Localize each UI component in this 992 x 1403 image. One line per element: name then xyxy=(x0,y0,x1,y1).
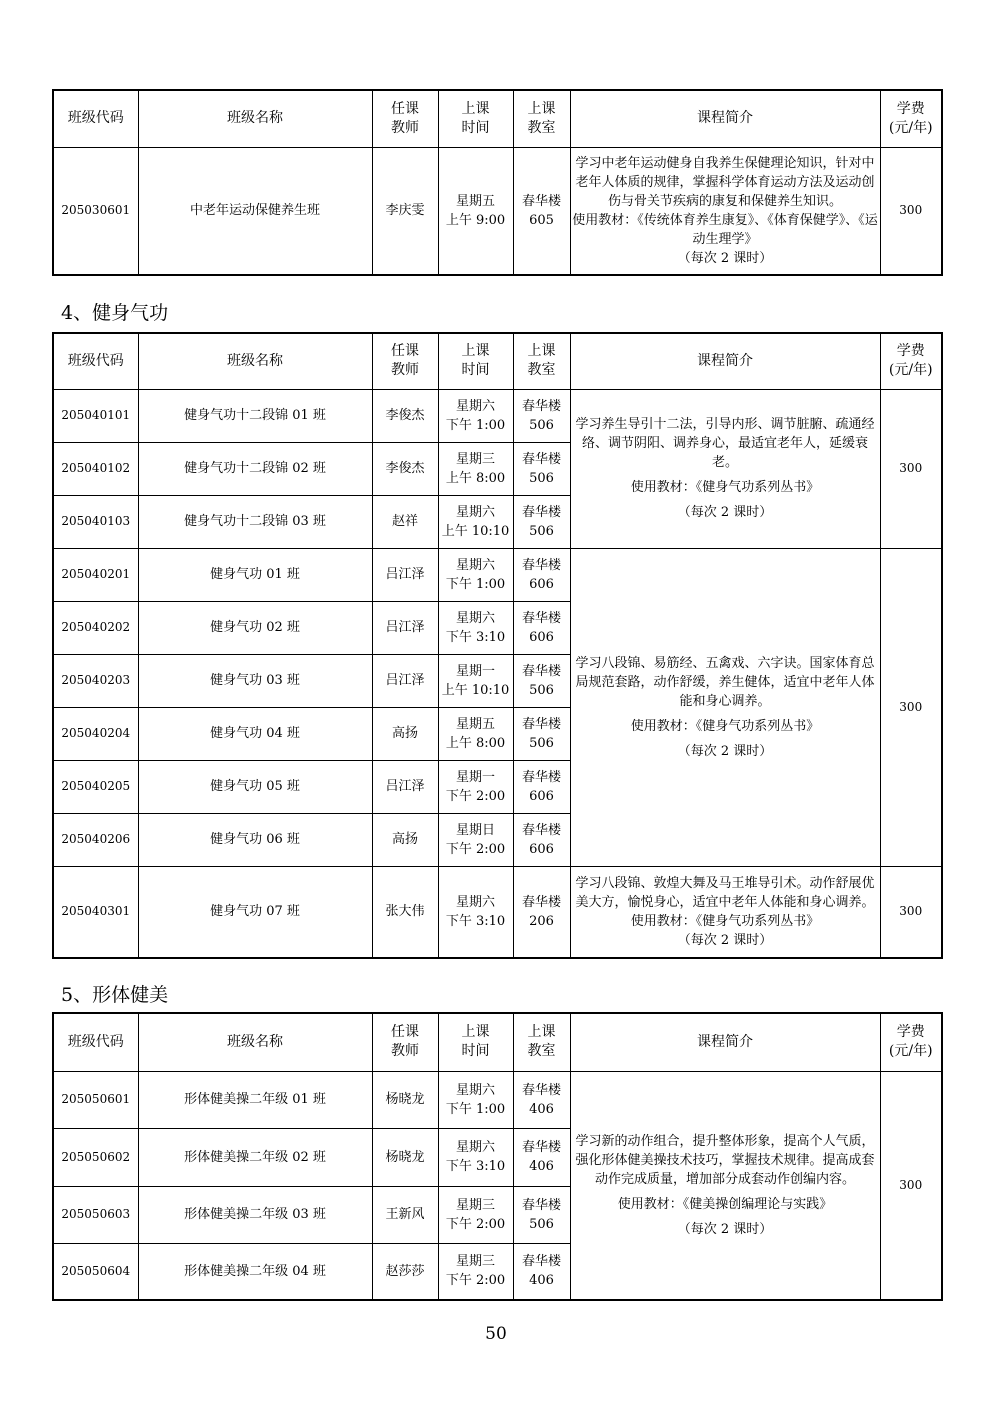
class-code: 205050603 xyxy=(53,1186,138,1243)
classroom: 春华楼 606 xyxy=(513,601,570,654)
header-room: 上课 教室 xyxy=(513,1013,570,1071)
class-name: 健身气功 05 班 xyxy=(138,760,372,813)
teacher: 杨晓龙 xyxy=(372,1128,438,1186)
class-time: 星期三 下午 2:00 xyxy=(438,1243,513,1300)
header-name: 班级名称 xyxy=(138,90,372,147)
table-row xyxy=(53,548,942,601)
class-time: 星期五 上午 9:00 xyxy=(438,147,513,275)
teacher: 吕江泽 xyxy=(372,548,438,601)
classroom: 春华楼 606 xyxy=(513,813,570,866)
classroom: 春华楼 506 xyxy=(513,707,570,760)
header-teacher: 任课 教师 xyxy=(372,90,438,147)
class-time: 星期一 下午 2:00 xyxy=(438,760,513,813)
class-name: 形体健美操二年级 04 班 xyxy=(138,1243,372,1300)
course-intro: 学习养生导引十二法，引导内形、调节脏腑、疏通经络、调节阴阳、调养身心，最适宜老年人，延缓衰老。 使用教材：《健身气功系列丛书》 （每次 2 课时） xyxy=(570,389,880,548)
classroom: 春华楼 506 xyxy=(513,442,570,495)
class-name: 健身气功 07 班 xyxy=(138,866,372,958)
course-intro: 学习八段锦、易筋经、五禽戏、六字诀。国家体育总局规范套路，动作舒缓，养生健体，适宜中老年人体能和身心调养。 使用教材：《健身气功系列丛书》 （每次 2 课时） xyxy=(570,548,880,866)
class-code: 205040102 xyxy=(53,442,138,495)
page-number: 50 xyxy=(485,1324,507,1344)
course-table-1 xyxy=(52,89,943,276)
class-name: 形体健美操二年级 02 班 xyxy=(138,1128,372,1186)
class-name: 形体健美操二年级 01 班 xyxy=(138,1071,372,1128)
teacher: 张大伟 xyxy=(372,866,438,958)
classroom: 春华楼 406 xyxy=(513,1071,570,1128)
classroom: 春华楼 506 xyxy=(513,495,570,548)
class-name: 健身气功 06 班 xyxy=(138,813,372,866)
header-fee: 学费 (元/年) xyxy=(880,333,942,389)
class-code: 205050602 xyxy=(53,1128,138,1186)
teacher: 吕江泽 xyxy=(372,760,438,813)
header-row xyxy=(53,1013,942,1071)
header-row xyxy=(53,333,942,389)
teacher: 李俊杰 xyxy=(372,389,438,442)
class-code: 205040204 xyxy=(53,707,138,760)
class-name: 健身气功十二段锦 03 班 xyxy=(138,495,372,548)
classroom: 春华楼 406 xyxy=(513,1128,570,1186)
header-row xyxy=(53,90,942,147)
header-intro: 课程简介 xyxy=(570,90,880,147)
class-code: 205040301 xyxy=(53,866,138,958)
tuition-fee: 300 xyxy=(880,866,942,958)
course-intro: 学习中老年运动健身自我养生保健理论知识，针对中老年人体质的规律，掌握科学体育运动方法及运动创伤与骨关节疾病的康复和保健养生知识。 使用教材：《传统体育养生康复》、《体育保健学》、《运动生理学》 （每次 2 课时） xyxy=(570,147,880,275)
tuition-fee: 300 xyxy=(880,147,942,275)
classroom: 春华楼 406 xyxy=(513,1243,570,1300)
class-time: 星期六 下午 3:10 xyxy=(438,866,513,958)
class-name: 健身气功十二段锦 02 班 xyxy=(138,442,372,495)
classroom: 春华楼 506 xyxy=(513,1186,570,1243)
course-intro: 学习八段锦、敦煌大舞及马王堆导引术。动作舒展优美大方，愉悦身心，适宜中老年人体能和身心调养。 使用教材：《健身气功系列丛书》 （每次 2 课时） xyxy=(570,866,880,958)
table-row xyxy=(53,147,942,275)
tuition-fee: 300 xyxy=(880,1071,942,1300)
classroom: 春华楼 606 xyxy=(513,548,570,601)
tuition-fee: 300 xyxy=(880,548,942,866)
header-room: 上课 教室 xyxy=(513,90,570,147)
header-code: 班级代码 xyxy=(53,90,138,147)
class-name: 形体健美操二年级 03 班 xyxy=(138,1186,372,1243)
class-time: 星期三 上午 8:00 xyxy=(438,442,513,495)
class-name: 中老年运动保健养生班 xyxy=(138,147,372,275)
class-name: 健身气功十二段锦 01 班 xyxy=(138,389,372,442)
teacher: 赵莎莎 xyxy=(372,1243,438,1300)
header-intro: 课程简介 xyxy=(570,1013,880,1071)
class-time: 星期六 上午 10:10 xyxy=(438,495,513,548)
teacher: 赵祥 xyxy=(372,495,438,548)
class-time: 星期一 上午 10:10 xyxy=(438,654,513,707)
header-fee: 学费 (元/年) xyxy=(880,1013,942,1071)
classroom: 春华楼 206 xyxy=(513,866,570,958)
teacher: 王新风 xyxy=(372,1186,438,1243)
section-title-body-shaping: 5、形体健美 xyxy=(61,984,169,1006)
class-code: 205040101 xyxy=(53,389,138,442)
class-code: 205040203 xyxy=(53,654,138,707)
class-time: 星期日 下午 2:00 xyxy=(438,813,513,866)
section-title-qigong: 4、健身气功 xyxy=(61,302,169,324)
class-name: 健身气功 03 班 xyxy=(138,654,372,707)
classroom: 春华楼 506 xyxy=(513,389,570,442)
course-table-2 xyxy=(52,332,943,959)
class-code: 205040202 xyxy=(53,601,138,654)
classroom: 春华楼 605 xyxy=(513,147,570,275)
teacher: 高扬 xyxy=(372,813,438,866)
classroom: 春华楼 606 xyxy=(513,760,570,813)
class-time: 星期三 下午 2:00 xyxy=(438,1186,513,1243)
class-time: 星期六 下午 3:10 xyxy=(438,601,513,654)
class-code: 205030601 xyxy=(53,147,138,275)
header-intro: 课程简介 xyxy=(570,333,880,389)
table-row xyxy=(53,866,942,958)
class-time: 星期六 下午 1:00 xyxy=(438,1071,513,1128)
class-code: 205040206 xyxy=(53,813,138,866)
table-row xyxy=(53,389,942,442)
header-fee: 学费 (元/年) xyxy=(880,90,942,147)
classroom: 春华楼 506 xyxy=(513,654,570,707)
header-room: 上课 教室 xyxy=(513,333,570,389)
class-code: 205050604 xyxy=(53,1243,138,1300)
header-name: 班级名称 xyxy=(138,1013,372,1071)
class-name: 健身气功 01 班 xyxy=(138,548,372,601)
header-teacher: 任课 教师 xyxy=(372,1013,438,1071)
table-row xyxy=(53,1071,942,1128)
header-time: 上课 时间 xyxy=(438,333,513,389)
teacher: 高扬 xyxy=(372,707,438,760)
header-time: 上课 时间 xyxy=(438,90,513,147)
header-teacher: 任课 教师 xyxy=(372,333,438,389)
class-code: 205040205 xyxy=(53,760,138,813)
header-time: 上课 时间 xyxy=(438,1013,513,1071)
teacher: 吕江泽 xyxy=(372,654,438,707)
header-code: 班级代码 xyxy=(53,333,138,389)
class-name: 健身气功 02 班 xyxy=(138,601,372,654)
course-table-3 xyxy=(52,1012,943,1301)
teacher: 李庆雯 xyxy=(372,147,438,275)
class-code: 205050601 xyxy=(53,1071,138,1128)
class-time: 星期六 下午 3:10 xyxy=(438,1128,513,1186)
course-intro: 学习新的动作组合，提升整体形象，提高个人气质，强化形体健美操技术技巧，掌握技术规律。提高成套动作完成质量，增加部分成套动作创编内容。 使用教材：《健美操创编理论与实践》 （每次 2 课时） xyxy=(570,1071,880,1300)
header-code: 班级代码 xyxy=(53,1013,138,1071)
teacher: 李俊杰 xyxy=(372,442,438,495)
teacher: 吕江泽 xyxy=(372,601,438,654)
teacher: 杨晓龙 xyxy=(372,1071,438,1128)
class-code: 205040201 xyxy=(53,548,138,601)
class-time: 星期五 上午 8:00 xyxy=(438,707,513,760)
tuition-fee: 300 xyxy=(880,389,942,548)
class-name: 健身气功 04 班 xyxy=(138,707,372,760)
header-name: 班级名称 xyxy=(138,333,372,389)
class-time: 星期六 下午 1:00 xyxy=(438,389,513,442)
class-time: 星期六 下午 1:00 xyxy=(438,548,513,601)
class-code: 205040103 xyxy=(53,495,138,548)
